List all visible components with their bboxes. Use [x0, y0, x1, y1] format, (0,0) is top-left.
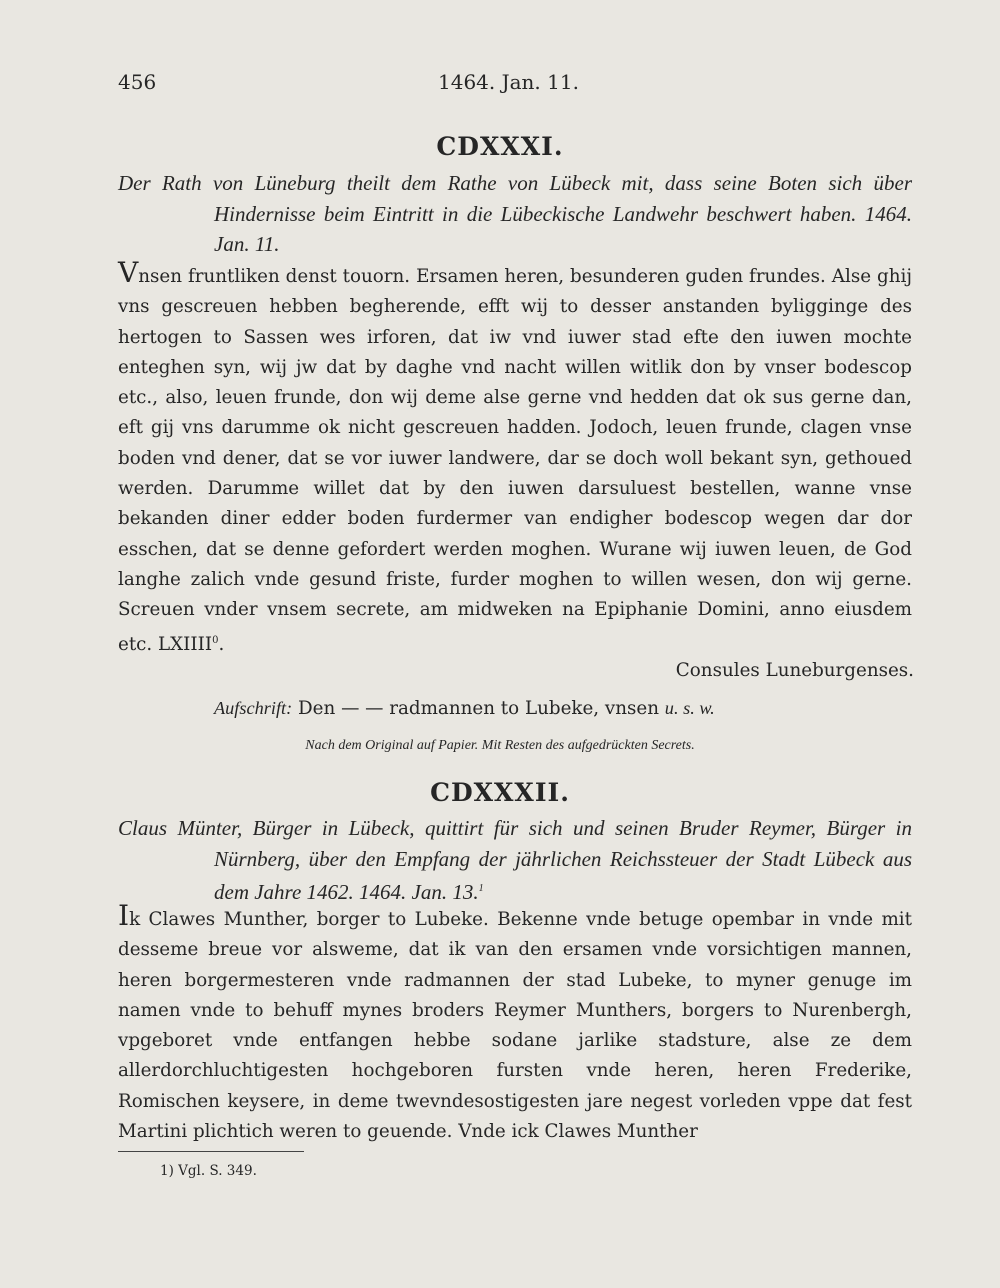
- doc1-aufschrift: [214, 698, 715, 719]
- doc1-signature: Consules Luneburgenses.: [675, 660, 914, 681]
- doc2-summary: [118, 813, 912, 908]
- doc1-summary: Der Rath von Lüneburg theilt dem Rathe von Lübeck mit, dass seine Boten sich über Hindernisse beim Eintritt in die Lübeckische Landwehr beschwert haben. 1464. Jan. 11.: [118, 171, 912, 256]
- page-header: [118, 70, 912, 102]
- running-head: 1464. Jan. 11.: [438, 70, 579, 94]
- doc1-body-text: nsen fruntliken denst touorn. Ersamen heren, besunderen guden frundes. Alse ghij vns gescreuen hebben begherende, efft wij to desser anstanden byligginge des hertogen to Sassen wes irforen, dat iw vnd iuwer stad efte den iuwen mochte enteghen syn, wij jw dat by daghe vnd nacht willen witlik don by vnser bodescop etc., also, leuen frunde, don wij deme alse gerne vnd hedden dat ok sus gerne dan, eft gij vns darumme ok nicht gescreuen hadden. Jodoch, leuen frunde, clagen vnse boden vnd dener, dat se vor iuwer landwere, dar se doch woll bekant syn, gethoued werden. Darumme willet dat by den iuwen darsuluest bestellen, wanne vnse bekanden diner edder boden furdermer van endigher bodescop wegen dar dor esschen, dat se denne gefordert werden moghen. Wurane wij iuwen leuen, de God langhe zalich vnde gesund friste, furder moghen to willen wesen, don wij gerne. Screuen vnder vnsem secrete, am midweken na Epiphanie Domini, anno eiusdem etc. LXIIII: [118, 266, 912, 655]
- doc2-initial: I: [118, 899, 130, 932]
- doc1-body-end: .: [218, 633, 225, 655]
- footnote-marker: 1): [160, 1163, 174, 1179]
- footnote-rule: [118, 1151, 304, 1152]
- aufschrift-text: Den — — radmannen to Lubeke, vnsen: [298, 698, 659, 719]
- aufschrift-label: Aufschrift:: [214, 698, 293, 718]
- doc1-body: [118, 256, 912, 660]
- doc2-body-text: k Clawes Munther, borger to Lubeke. Bekenne vnde betuge opembar in vnde mit desseme breue vor alsweme, dat ik van den ersamen vnde vorsichtigen mannen, heren borgermesteren vnde radmannen der stad Lubeke, to myner genuge im namen vnde to behuff mynes broders Reymer Munthers, borgers to Nurenbergh, vpgeboret vnde entfangen hebbe sodane jarlike stadsture, alse ze dem allerdorchluchtigesten hochgeboren fursten vnde heren, heren Frederike, Romischen keysere, in deme twevndesostigesten jare negest vorleden vppe dat fest Martini plichtich weren to geuende. Vnde ick Clawes Munther: [118, 909, 912, 1143]
- doc2-summary-text: Claus Münter, Bürger in Lübeck, quittirt für sich und seinen Bruder Reymer, Bürger in Nürnberg, über den Empfang der jährlichen Reichssteuer der Stadt Lübeck aus dem Jahre 1462. 1464. Jan. 13.: [118, 816, 912, 904]
- page-number: 456: [118, 70, 157, 94]
- footnote: [160, 1163, 257, 1179]
- doc2-summary-sup: 1: [478, 883, 484, 894]
- aufschrift-abbr: u. s. w.: [664, 698, 715, 718]
- doc2-number: CDXXXII.: [430, 778, 570, 807]
- footnote-text: Vgl. S. 349.: [178, 1163, 257, 1179]
- doc1-initial: V: [118, 256, 139, 289]
- doc1-body-sup: 0: [212, 634, 219, 646]
- doc2-body: [118, 899, 912, 1147]
- doc1-number: CDXXXI.: [436, 132, 564, 161]
- doc1-source-note: Nach dem Original auf Papier. Mit Resten des aufgedrückten Secrets.: [305, 738, 695, 753]
